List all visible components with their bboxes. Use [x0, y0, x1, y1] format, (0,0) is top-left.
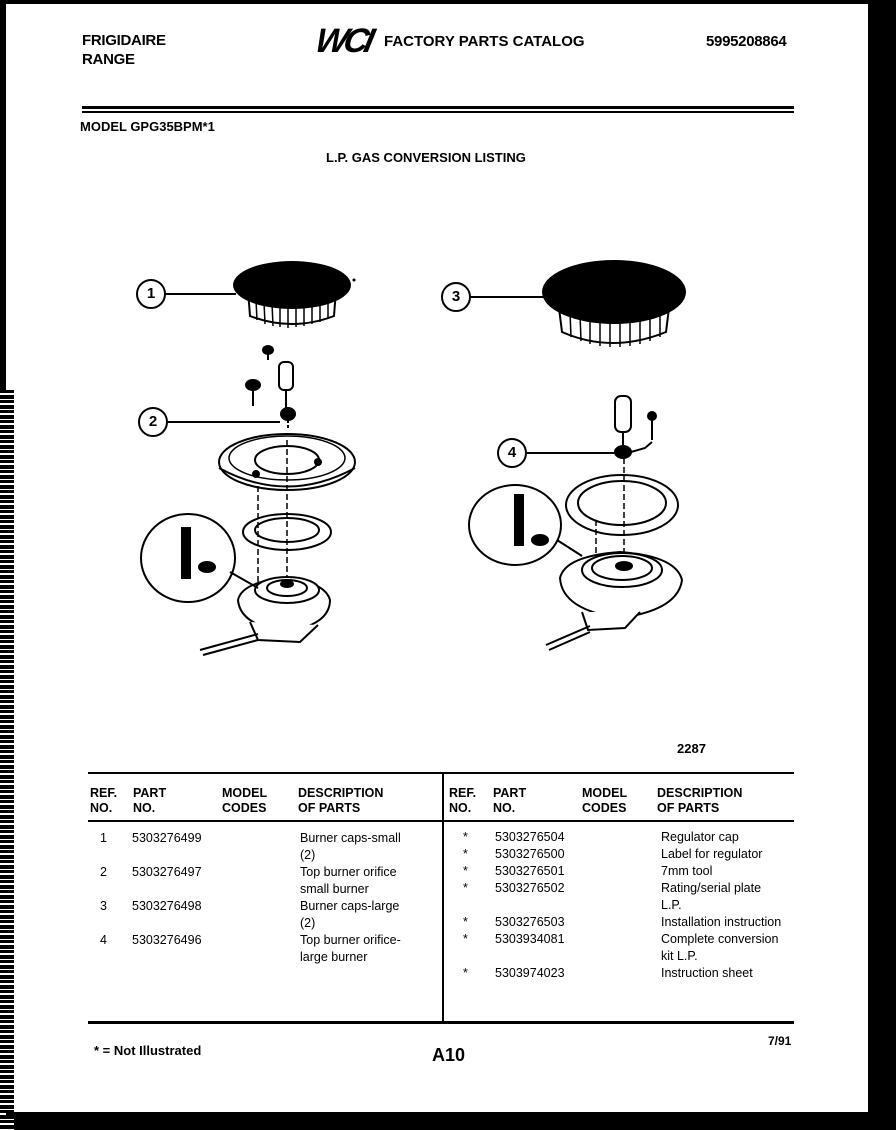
section-title: L.P. GAS CONVERSION LISTING — [326, 150, 526, 165]
ref-no: * — [463, 830, 468, 844]
revision-date: 7/91 — [768, 1034, 792, 1048]
part-no: 5303276499 — [132, 831, 202, 845]
large-orifice-drawing — [615, 396, 656, 458]
leader-line-1 — [166, 293, 236, 295]
left-burner-ring-drawing — [219, 434, 355, 600]
header-model-codes-right: MODEL CODES — [582, 786, 628, 815]
table-top-rule — [88, 772, 794, 774]
not-illustrated-note: * = Not Illustrated — [94, 1043, 202, 1058]
part-no: 5303276501 — [495, 864, 565, 878]
ref-no: * — [463, 864, 468, 878]
brand-name: FRIGIDAIRE — [82, 32, 166, 49]
description: Complete conversion kit L.P. — [661, 932, 779, 963]
description: Regulator cap — [661, 830, 739, 844]
wci-logo: WCI — [311, 22, 375, 60]
header-ref-no-right: REF. NO. — [449, 786, 477, 815]
description: Top burner orifice small burner — [300, 865, 397, 896]
drawing-number: 2287 — [677, 741, 706, 756]
leader-line-3 — [471, 296, 549, 298]
table-bottom-rule — [88, 1021, 794, 1024]
description: Burner caps-large (2) — [300, 899, 400, 930]
left-electrode-detail-drawing — [141, 514, 258, 602]
part-no: 5303276500 — [495, 847, 565, 861]
description: Rating/serial plate L.P. — [661, 881, 762, 912]
description: 7mm tool — [661, 864, 713, 878]
ref-no: * — [463, 881, 468, 895]
ref-no: * — [463, 847, 468, 861]
ref-no: 2 — [100, 865, 107, 879]
ref-no: * — [463, 915, 468, 929]
leader-line-4 — [527, 452, 615, 454]
description: Burner caps-small (2) — [300, 831, 401, 862]
right-electrode-detail-drawing — [469, 485, 582, 565]
catalog-title: FACTORY PARTS CATALOG — [384, 33, 585, 50]
small-burner-cap-drawing — [233, 261, 356, 328]
header-description: DESCRIPTION OF PARTS — [298, 786, 384, 815]
part-no: 5303276504 — [495, 830, 565, 844]
part-no: 5303276498 — [132, 899, 202, 913]
header-description-right: DESCRIPTION OF PARTS — [657, 786, 743, 815]
header-ref-no: REF. NO. — [90, 786, 118, 815]
part-no: 5303276502 — [495, 881, 565, 895]
page-number: A10 — [432, 1045, 466, 1065]
header-part-no: PART NO. — [133, 786, 167, 815]
ref-no: * — [463, 966, 468, 980]
table-header-rule — [88, 820, 794, 822]
header-model-codes: MODEL CODES — [222, 786, 268, 815]
catalog-number: 5995208864 — [706, 33, 787, 50]
callout-2: 2 — [138, 407, 168, 437]
callout-1: 1 — [136, 279, 166, 309]
small-orifice-drawing — [246, 346, 295, 430]
large-burner-cap-drawing — [542, 260, 686, 347]
part-no: 5303276496 — [132, 933, 202, 947]
product-type: RANGE — [82, 51, 135, 68]
ref-no: 4 — [100, 933, 107, 947]
header-part-no-right: PART NO. — [493, 786, 527, 815]
right-burner-base-drawing — [546, 552, 682, 650]
left-burner-base-drawing — [200, 577, 330, 655]
description: Top burner orifice- large burner — [300, 933, 401, 964]
model-number: MODEL GPG35BPM*1 — [80, 119, 215, 134]
leader-line-2 — [168, 421, 280, 423]
description: Instruction sheet — [661, 966, 753, 980]
part-no: 5303974023 — [495, 966, 565, 980]
part-no: 5303276497 — [132, 865, 202, 879]
description: Label for regulator — [661, 847, 763, 861]
ref-no: 1 — [100, 831, 107, 845]
table-column-divider — [442, 772, 444, 1022]
description: Installation instruction — [661, 915, 782, 929]
callout-3: 3 — [441, 282, 471, 312]
ref-no: 3 — [100, 899, 107, 913]
page-bottom-edge — [6, 1112, 868, 1115]
callout-4: 4 — [497, 438, 527, 468]
part-no: 5303934081 — [495, 932, 565, 946]
part-no: 5303276503 — [495, 915, 565, 929]
ref-no: * — [463, 932, 468, 946]
